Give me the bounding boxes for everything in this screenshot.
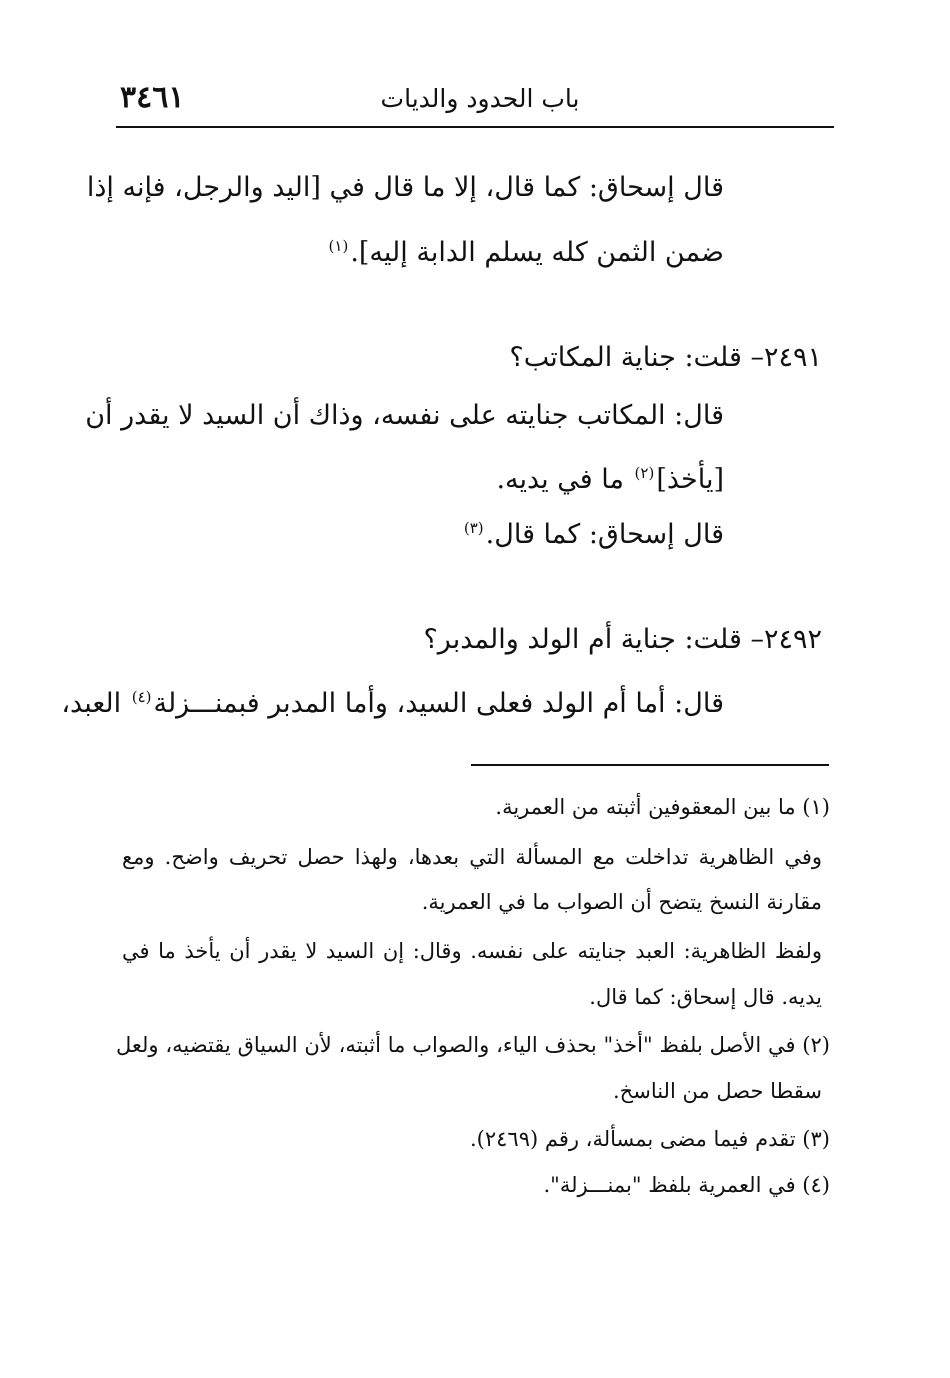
question-2491-ishaq xyxy=(114,508,724,555)
footnote-ref-2[interactable]: (٢) xyxy=(634,464,655,482)
footnote-4-line-1: (٤) في العمرية بلفظ "بمنـــزلة". xyxy=(543,1173,830,1197)
body-text: قال: أما أم الولد فعلى السيد، وأما المدبر فبمنـــزلة xyxy=(153,688,724,719)
question-heading-text: ٢٤٩٢– قلت: جناية أم الولد والمدبر؟ xyxy=(423,624,822,655)
question-2491-answer-line-2 xyxy=(114,453,724,500)
footnote-2-line-2: سقطا حصل من الناسخ. xyxy=(613,1079,822,1103)
body-line-2 xyxy=(114,226,724,273)
body-text: قال إسحاق: كما قال، إلا ما قال في [اليد والرجل، فإنه إذا xyxy=(86,172,724,203)
footnote-1-line-2: وفي الظاهرية تداخلت مع المسألة التي بعدها، ولهذا حصل تحريف واضح. ومع xyxy=(122,845,822,869)
footnote-1-line-5: يديه. قال إسحاق: كما قال. xyxy=(589,985,822,1009)
body-text: قال إسحاق: كما قال. xyxy=(485,519,724,550)
footnote-ref-4[interactable]: (٤) xyxy=(131,688,152,706)
footnote-3-line-1: (٣) تقدم فيما مضى بمسألة، رقم (٢٤٦٩). xyxy=(469,1127,830,1151)
footnote-ref-1[interactable]: (١) xyxy=(328,237,349,255)
question-2491-heading xyxy=(122,338,822,378)
question-2491-answer-line-1 xyxy=(85,396,724,436)
footnote-2-line-1: (٢) في الأصل بلفظ "أخذ" بحذف الياء، والصواب ما أثبته، لأن السياق يقتضيه، ولعل xyxy=(116,1033,830,1057)
body-text: ما في يديه. xyxy=(496,464,633,495)
body-text: قال: المكاتب جنايته على نفسه، وذاك أن السيد لا يقدر أن xyxy=(85,400,724,431)
footnote-ref-3[interactable]: (٣) xyxy=(463,519,484,537)
body-line-1 xyxy=(86,168,724,208)
footnote-1-line-4: ولفظ الظاهرية: العبد جنايته على نفسه. وقال: إن السيد لا يقدر أن يأخذ ما في xyxy=(122,939,822,963)
question-heading-text: ٢٤٩١– قلت: جناية المكاتب؟ xyxy=(509,342,822,373)
footnote-1-line-3: مقارنة النسخ يتضح أن الصواب ما في العمرية. xyxy=(421,890,822,914)
footnote-rule xyxy=(471,764,829,766)
header-rule xyxy=(116,126,834,128)
page-number: ٣٤٦١ xyxy=(120,80,185,115)
body-text: العبد، xyxy=(61,688,130,719)
footnote-1-line-1: (١) ما بين المعقوفين أثبته من العمرية. xyxy=(495,795,830,819)
body-text: ضمن الثمن كله يسلم الدابة إليه]. xyxy=(350,237,724,268)
body-text: [يأخذ] xyxy=(656,464,724,495)
running-title: باب الحدود والديات xyxy=(380,84,580,113)
question-2492-heading xyxy=(122,620,822,660)
question-2492-answer xyxy=(61,677,724,724)
